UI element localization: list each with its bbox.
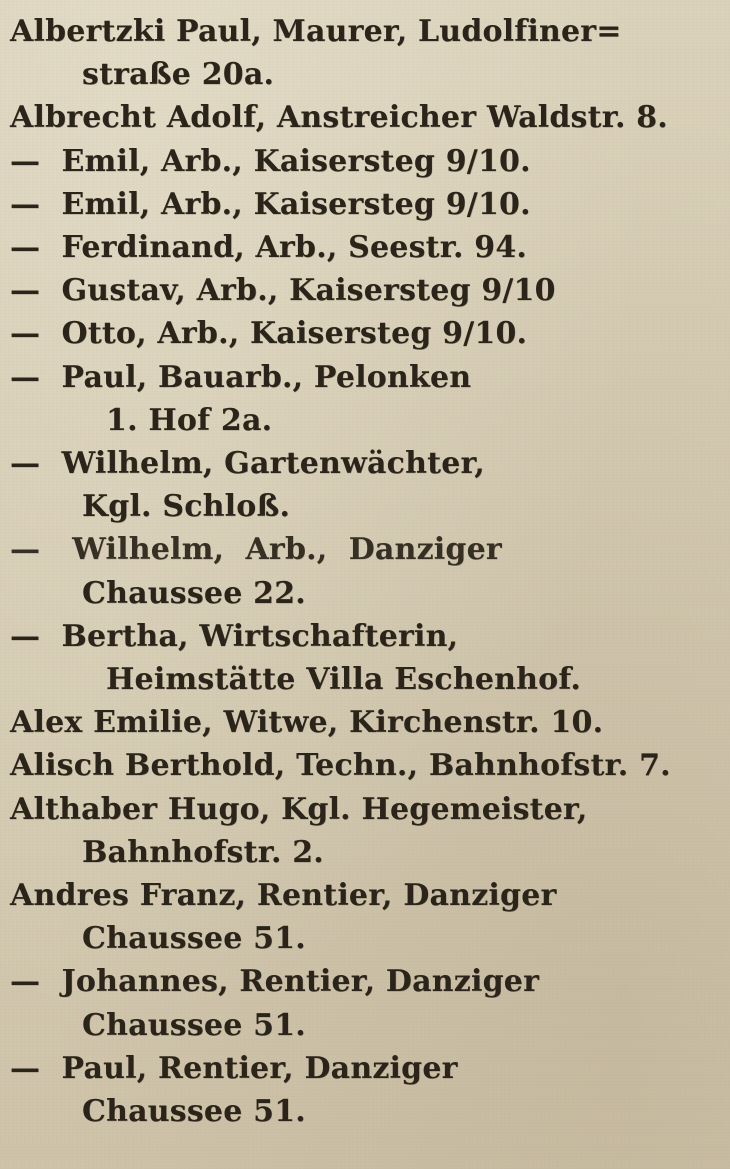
list-item [10, 960, 716, 1046]
list-item [10, 442, 716, 528]
list-item [10, 788, 716, 874]
entry-line: 1. Hof 2a. [106, 402, 273, 438]
entry-line: Heimstätte Villa Eschenhof. [106, 662, 582, 698]
entry-line: — Gustav, Arb., Kaisersteg 9/10 [10, 273, 556, 309]
entry-line: Alisch Berthold, Techn., Bahnhofstr. 7. [10, 748, 671, 784]
entry-line: — Ferdinand, Arb., Seestr. 94. [10, 230, 528, 266]
list-item [10, 356, 716, 442]
list-item [10, 269, 716, 312]
entry-line: — Emil, Arb., Kaisersteg 9/10. [10, 143, 531, 179]
entry-line: Althaber Hugo, Kgl. Hegemeister, [10, 791, 588, 827]
entry-line: Andres Franz, Rentier, Danziger [10, 878, 557, 914]
list-item [10, 1047, 716, 1133]
entry-line: — Wilhelm, Gartenwächter, [10, 446, 485, 482]
list-item [10, 528, 716, 614]
entry-line: Alex Emilie, Witwe, Kirchenstr. 10. [10, 705, 604, 741]
entry-line: Bahnhofstr. 2. [82, 834, 324, 870]
list-item [10, 226, 716, 269]
list-item [10, 701, 716, 744]
list-item [10, 10, 716, 96]
entry-line: Chaussee 51. [82, 1094, 306, 1130]
list-item [10, 615, 716, 701]
entry-line: — Bertha, Wirtschafterin, [10, 618, 459, 654]
entry-line: — Johannes, Rentier, Danziger [10, 964, 540, 1000]
directory-column [10, 10, 716, 1133]
entry-line: Chaussee 51. [82, 921, 306, 957]
entry-line: — Paul, Bauarb., Pelonken [10, 359, 472, 395]
list-item [10, 183, 716, 226]
entry-line: Kgl. Schloß. [82, 489, 291, 525]
entry-line: — Otto, Arb., Kaisersteg 9/10. [10, 316, 528, 352]
list-item [10, 874, 716, 960]
list-item [10, 744, 716, 787]
entry-line: Chaussee 22. [82, 575, 306, 611]
entry-line: — Paul, Rentier, Danziger [10, 1050, 458, 1086]
list-item [10, 96, 716, 139]
entry-line: Albrecht Adolf, Anstreicher Waldstr. 8. [10, 100, 668, 136]
entry-line: Chaussee 51. [82, 1007, 306, 1043]
list-item [10, 312, 716, 355]
list-item [10, 140, 716, 183]
entry-line: — Wilhelm, Arb., Danziger [10, 532, 502, 568]
entry-line: Albertzki Paul, Maurer, Ludolfiner= [10, 14, 622, 49]
entry-line: straße 20a. [82, 57, 275, 93]
entry-line: — Emil, Arb., Kaisersteg 9/10. [10, 186, 531, 222]
